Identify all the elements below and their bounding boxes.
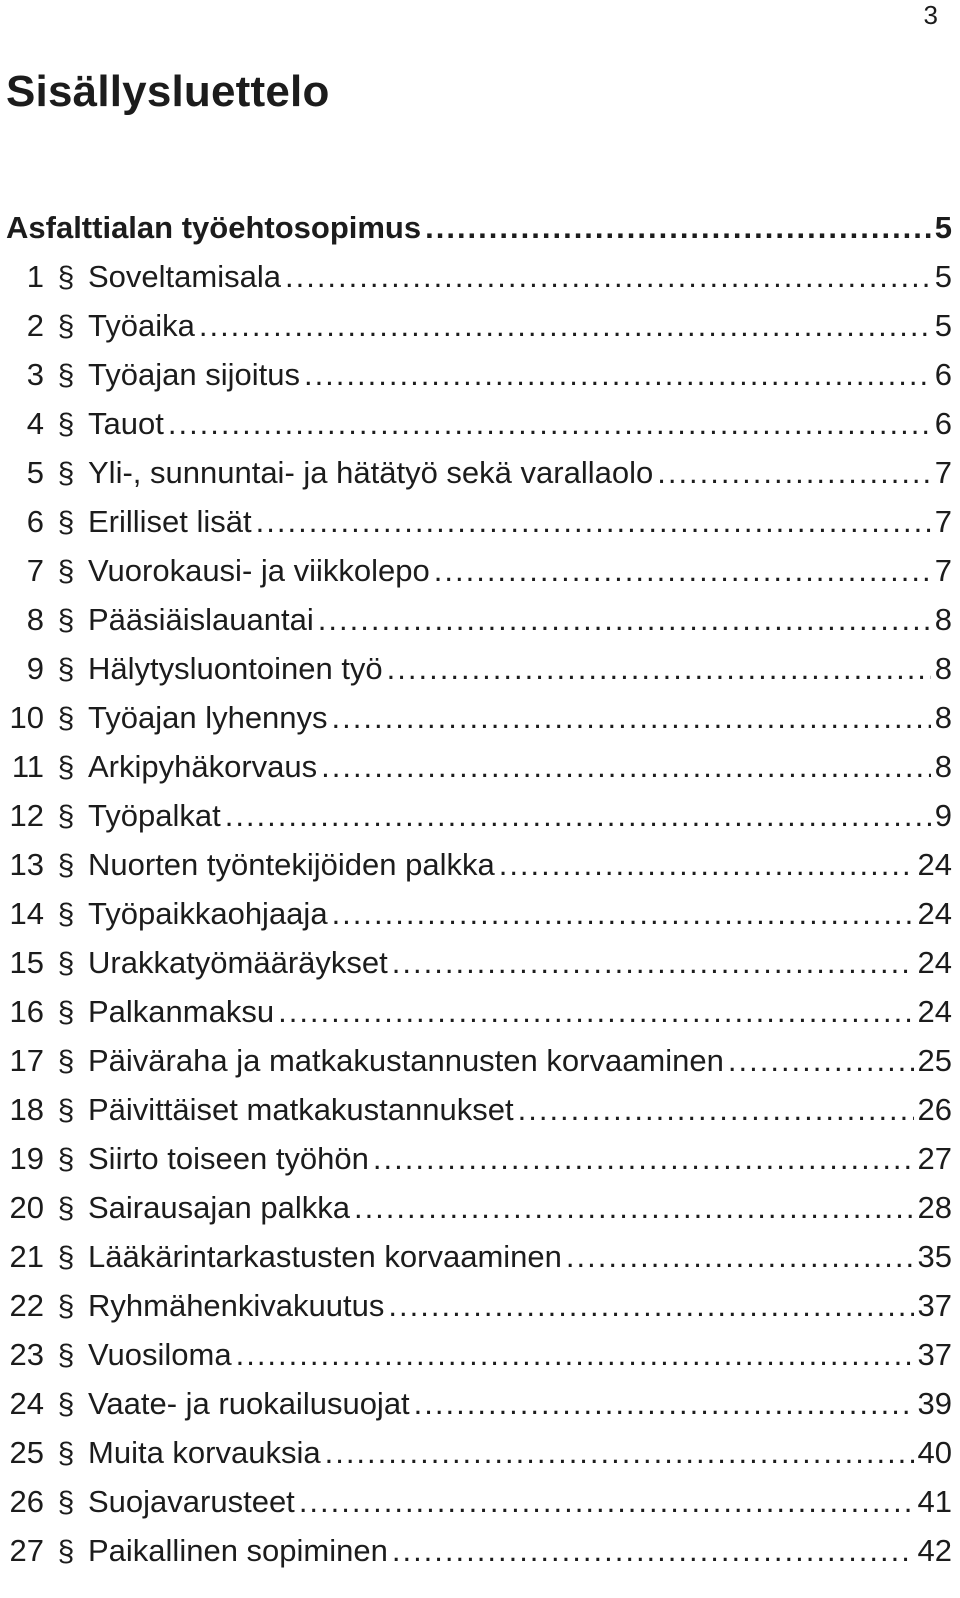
section-number: 26 (9, 1484, 44, 1519)
toc-entry-row[interactable] (0, 742, 952, 791)
toc-entry-row[interactable] (0, 1379, 952, 1428)
section-sign-icon: § (57, 604, 75, 637)
section-number: 5 (26, 455, 44, 490)
toc-entry-label: Työajan lyhennys (88, 700, 328, 735)
toc-entry-label: Yli-, sunnuntai- ja hätätyö sekä varallaolo (88, 455, 654, 490)
toc-entry-row[interactable] (0, 399, 952, 448)
toc-entry-label: Palkanmaksu (88, 994, 275, 1029)
toc-entry-label: Vaate- ja ruokailusuojat (88, 1386, 410, 1421)
section-sign-icon: § (57, 1486, 75, 1519)
toc-entry-page: 40 (917, 1435, 952, 1470)
toc-entry-row[interactable] (0, 595, 952, 644)
toc-entry-row[interactable] (0, 987, 952, 1036)
toc-entry-page: 35 (917, 1239, 952, 1274)
section-number: 25 (9, 1435, 44, 1470)
toc-entry-row[interactable] (0, 1526, 952, 1575)
toc-heading-row[interactable] (0, 203, 952, 252)
toc-entry-label: Erilliset lisät (88, 504, 252, 539)
section-sign-icon: § (57, 1437, 75, 1470)
dot-leader (332, 889, 914, 938)
toc-heading-page: 5 (934, 210, 952, 245)
section-sign-icon: § (57, 261, 75, 294)
toc-entry-label: Ryhmähenkivakuutus (88, 1288, 385, 1323)
toc-entry-page: 24 (917, 945, 952, 980)
toc-entry-label: Soveltamisala (88, 259, 281, 294)
section-number: 16 (9, 994, 44, 1029)
toc-entry-label: Lääkärintarkastusten korvaaminen (88, 1239, 562, 1274)
section-sign-icon: § (57, 1339, 75, 1372)
dot-leader (728, 1036, 914, 1085)
toc-entry-label: Työaika (88, 308, 195, 343)
dot-leader (256, 497, 931, 546)
toc-entry-label: Arkipyhäkorvaus (88, 749, 318, 784)
toc-entry-page: 7 (934, 504, 952, 539)
section-number: 7 (26, 553, 44, 588)
section-sign-icon: § (57, 555, 75, 588)
toc-heading-label: Asfalttialan työehtosopimus (6, 210, 422, 245)
section-sign-icon: § (57, 359, 75, 392)
toc-entry-row[interactable] (0, 889, 952, 938)
toc-entry-page: 26 (917, 1092, 952, 1127)
section-number: 23 (9, 1337, 44, 1372)
section-number: 27 (9, 1533, 44, 1568)
toc-entry-label: Sairausajan palkka (88, 1190, 350, 1225)
section-number: 22 (9, 1288, 44, 1323)
toc-entry-label: Siirto toiseen työhön (88, 1141, 369, 1176)
toc-entry-row[interactable] (0, 938, 952, 987)
section-number: 8 (26, 602, 44, 637)
section-number: 24 (9, 1386, 44, 1421)
dot-leader (318, 595, 931, 644)
section-number: 20 (9, 1190, 44, 1225)
toc-entry-page: 41 (917, 1484, 952, 1519)
toc-entry-page: 25 (917, 1043, 952, 1078)
dot-leader (278, 987, 913, 1036)
section-number: 3 (26, 357, 44, 392)
toc-entry-label: Vuosiloma (88, 1337, 232, 1372)
toc-entry-row[interactable] (0, 1036, 952, 1085)
section-sign-icon: § (57, 310, 75, 343)
page-title: Sisällysluettelo (6, 67, 330, 116)
toc-entry-row[interactable] (0, 1183, 952, 1232)
toc-entry-label: Hälytysluontoinen työ (88, 651, 383, 686)
section-sign-icon: § (57, 702, 75, 735)
dot-leader (566, 1232, 914, 1281)
toc-entry-page: 28 (917, 1190, 952, 1225)
section-sign-icon: § (57, 849, 75, 882)
dot-leader (388, 1281, 913, 1330)
section-number: 19 (9, 1141, 44, 1176)
dot-leader (236, 1330, 914, 1379)
toc-entry-page: 27 (917, 1141, 952, 1176)
toc-entry-page: 5 (934, 259, 952, 294)
section-sign-icon: § (57, 996, 75, 1029)
section-sign-icon: § (57, 1388, 75, 1421)
toc-entry-row[interactable] (0, 1085, 952, 1134)
section-sign-icon: § (57, 1290, 75, 1323)
section-sign-icon: § (57, 751, 75, 784)
dot-leader (168, 399, 931, 448)
toc-entry-page: 5 (934, 308, 952, 343)
toc-entry-row[interactable] (0, 840, 952, 889)
toc-entry-label: Työpalkat (88, 798, 221, 833)
dot-leader (518, 1085, 914, 1134)
toc-entry-row[interactable] (0, 497, 952, 546)
section-number: 9 (26, 651, 44, 686)
dot-leader (392, 1526, 914, 1575)
toc-entry-page: 37 (917, 1337, 952, 1372)
toc-entry-page: 8 (934, 602, 952, 637)
dot-leader (299, 1477, 914, 1526)
table-of-contents (0, 203, 952, 1575)
toc-entry-label: Urakkatyömääräykset (88, 945, 388, 980)
section-number: 21 (9, 1239, 44, 1274)
section-number: 14 (9, 896, 44, 931)
dot-leader (657, 448, 931, 497)
section-sign-icon: § (57, 898, 75, 931)
dot-leader (321, 742, 931, 791)
section-sign-icon: § (57, 653, 75, 686)
dot-leader (434, 546, 931, 595)
toc-entry-label: Muita korvauksia (88, 1435, 321, 1470)
section-sign-icon: § (57, 800, 75, 833)
dot-leader (199, 301, 931, 350)
toc-entry-row[interactable] (0, 644, 952, 693)
toc-entry-label: Päivittäiset matkakustannukset (88, 1092, 514, 1127)
dot-leader (354, 1183, 914, 1232)
section-sign-icon: § (57, 1094, 75, 1127)
toc-entry-page: 39 (917, 1386, 952, 1421)
toc-entry-row[interactable] (0, 252, 952, 301)
toc-entry-row[interactable] (0, 1134, 952, 1183)
toc-entry-page: 24 (917, 847, 952, 882)
toc-entry-page: 8 (934, 651, 952, 686)
toc-entry-row[interactable] (0, 1281, 952, 1330)
section-number: 10 (9, 700, 44, 735)
dot-leader (332, 693, 931, 742)
toc-entry-page: 7 (934, 455, 952, 490)
section-number: 6 (26, 504, 44, 539)
dot-leader (373, 1134, 914, 1183)
toc-entry-label: Päiväraha ja matkakustannusten korvaaminen (88, 1043, 724, 1078)
toc-entry-row[interactable] (0, 448, 952, 497)
section-number: 13 (9, 847, 44, 882)
toc-entry-page: 8 (934, 749, 952, 784)
toc-entry-row[interactable] (0, 791, 952, 840)
dot-leader (499, 840, 914, 889)
toc-entry-row[interactable] (0, 546, 952, 595)
section-sign-icon: § (57, 506, 75, 539)
section-sign-icon: § (57, 1535, 75, 1568)
toc-entry-row[interactable] (0, 1232, 952, 1281)
dot-leader (387, 644, 931, 693)
toc-entry-page: 8 (934, 700, 952, 735)
page-number: 3 (923, 0, 938, 30)
toc-entry-label: Työpaikkaohjaaja (88, 896, 328, 931)
dot-leader (225, 791, 931, 840)
toc-entry-page: 24 (917, 994, 952, 1029)
toc-entry-page: 7 (934, 553, 952, 588)
section-number: 1 (26, 259, 44, 294)
toc-entry-row[interactable] (0, 1428, 952, 1477)
toc-entry-label: Nuorten työntekijöiden palkka (88, 847, 495, 882)
toc-entry-row[interactable] (0, 1330, 952, 1379)
toc-entry-row[interactable] (0, 350, 952, 399)
section-number: 12 (9, 798, 44, 833)
dot-leader (414, 1379, 914, 1428)
section-sign-icon: § (57, 1192, 75, 1225)
dot-leader (392, 938, 914, 987)
toc-entry-label: Tauot (88, 406, 164, 441)
section-sign-icon: § (57, 1045, 75, 1078)
toc-entry-page: 9 (934, 798, 952, 833)
section-sign-icon: § (57, 1143, 75, 1176)
toc-entry-page: 24 (917, 896, 952, 931)
toc-entry-row[interactable] (0, 693, 952, 742)
section-sign-icon: § (57, 408, 75, 441)
toc-entry-label: Paikallinen sopiminen (88, 1533, 388, 1568)
section-number: 15 (9, 945, 44, 980)
dot-leader (325, 1428, 914, 1477)
section-sign-icon: § (57, 947, 75, 980)
section-number: 11 (11, 749, 44, 784)
toc-entry-label: Suojavarusteet (88, 1484, 295, 1519)
toc-entry-label: Työajan sijoitus (88, 357, 300, 392)
section-number: 4 (26, 406, 44, 441)
section-number: 17 (9, 1043, 44, 1078)
toc-entry-label: Pääsiäislauantai (88, 602, 314, 637)
toc-entry-row[interactable] (0, 301, 952, 350)
toc-entry-page: 6 (934, 357, 952, 392)
dot-leader (285, 252, 931, 301)
section-number: 18 (9, 1092, 44, 1127)
toc-entry-page: 6 (934, 406, 952, 441)
section-sign-icon: § (57, 457, 75, 490)
toc-entry-row[interactable] (0, 1477, 952, 1526)
section-number: 2 (26, 308, 44, 343)
section-sign-icon: § (57, 1241, 75, 1274)
dot-leader (425, 203, 931, 252)
toc-entry-page: 37 (917, 1288, 952, 1323)
toc-entry-page: 42 (917, 1533, 952, 1568)
toc-entries (0, 252, 952, 1575)
dot-leader (304, 350, 931, 399)
toc-entry-label: Vuorokausi- ja viikkolepo (88, 553, 430, 588)
